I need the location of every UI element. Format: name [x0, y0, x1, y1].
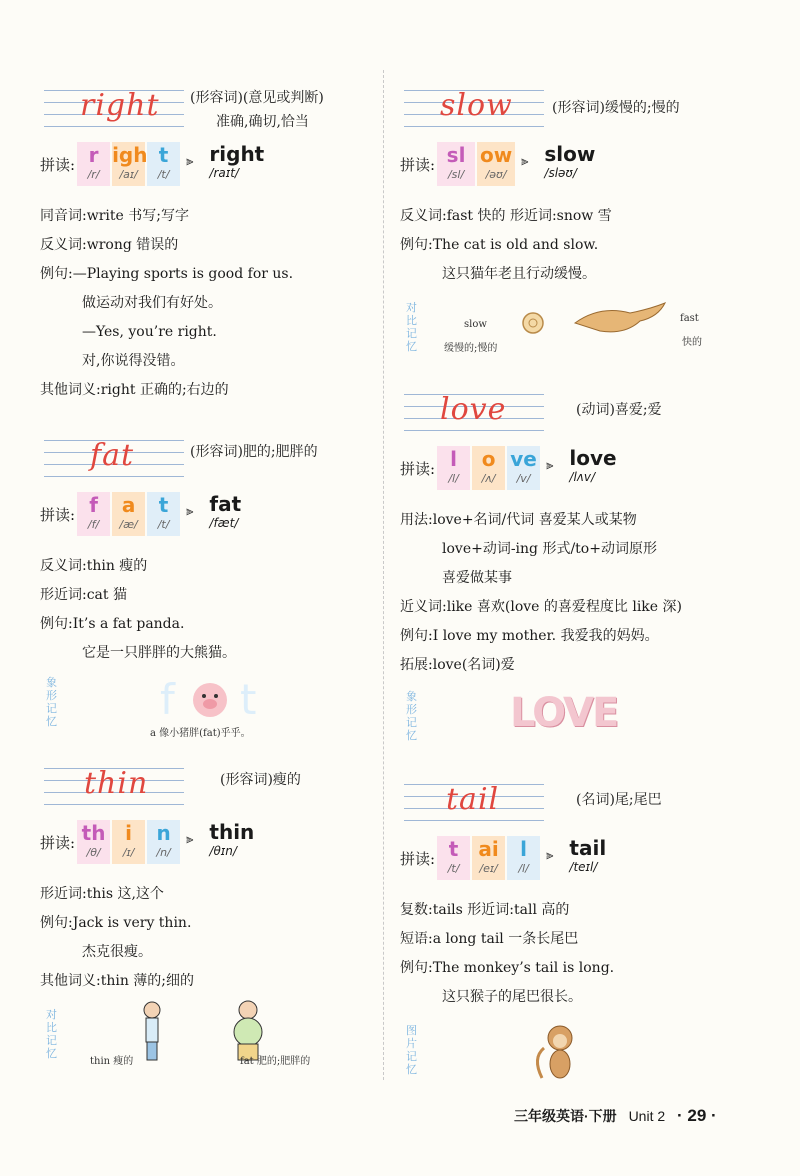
part-of-speech: (形容词)缓慢的;慢的	[552, 100, 680, 116]
entry-line: 形近词:this 这,这个	[40, 886, 164, 902]
entry-tail	[400, 766, 760, 1092]
full-word: slow /sləʊ/	[544, 142, 596, 180]
syllable: i /ɪ/	[112, 820, 145, 864]
full-word: thin /θɪn/	[209, 820, 255, 858]
memory-tag: 对比记忆	[46, 1008, 57, 1060]
entry-line: 近义词:like 喜欢(love 的喜爱程度比 like 深)	[400, 599, 682, 615]
entry-line: 例句:Jack is very thin.	[40, 915, 192, 931]
syllable: t /t/	[147, 492, 180, 536]
snail-illustration	[518, 307, 548, 337]
headword: tail	[446, 782, 500, 817]
headword: right	[80, 88, 160, 123]
memory-tag: 象形记忆	[46, 676, 57, 728]
caption-slow: slow	[464, 319, 487, 330]
entry-line: 用法:love+名词/代词 喜爱某人或某物	[400, 512, 637, 528]
syllable: ai /eɪ/	[472, 836, 505, 880]
headword: fat	[90, 438, 135, 473]
pinyin-row	[400, 836, 760, 896]
entry-love	[400, 376, 760, 760]
headword: love	[440, 392, 507, 427]
entry-line: 反义词:fast 快的 形近词:snow 雪	[400, 208, 612, 224]
svg-text:t: t	[240, 675, 257, 720]
illustration-caption: thin 瘦的	[90, 1056, 134, 1067]
entry-slow	[400, 72, 760, 379]
entry-line: —Yes, you’re right.	[82, 324, 217, 340]
illustration-caption: fat 肥的;肥胖的	[240, 1056, 311, 1067]
entry-line: 做运动对我们有好处。	[82, 295, 222, 311]
pinyin-label: 拼读:	[400, 156, 436, 174]
syllable: th /θ/	[77, 820, 110, 864]
entry-line: 形近词:cat 猫	[40, 587, 127, 603]
full-word: fat /fæt/	[209, 492, 242, 530]
part-of-speech: (名词)尾;尾巴	[576, 792, 662, 808]
illustration-caption: a 像小猪胖(fat)乎乎。	[150, 728, 251, 739]
entry-line: 反义词:wrong 错误的	[40, 237, 179, 253]
pinyin-label: 拼读:	[400, 850, 436, 868]
entry-line: 这只猫年老且行动缓慢。	[442, 266, 596, 282]
monkey-illustration	[530, 1018, 590, 1088]
pinyin-row	[400, 446, 760, 506]
full-word: love /lʌv/	[569, 446, 617, 484]
syllable: f /f/	[77, 492, 110, 536]
entry-line: 同音词:write 书写;写字	[40, 208, 189, 224]
caption-fast: fast	[680, 313, 699, 324]
fat-pig-illustration	[160, 674, 280, 720]
page-footer	[514, 1106, 725, 1126]
entry-line: 例句:—Playing sports is good for us.	[40, 266, 294, 282]
syllable: l /l/	[507, 836, 540, 880]
syllable: igh /aɪ/	[112, 142, 145, 186]
syllable: t /t/	[147, 142, 180, 186]
entry-line: 对,你说得没错。	[82, 353, 185, 369]
syllable: o /ʌ/	[472, 446, 505, 490]
syllable: ow /əʊ/	[477, 142, 515, 186]
arrow-icon: ⫸	[546, 458, 552, 473]
love-art: LOVE	[510, 690, 618, 736]
arrow-icon: ⫸	[186, 154, 192, 169]
part-of-speech: (动词)喜爱;爱	[576, 402, 662, 418]
pinyin-row	[40, 492, 380, 552]
entry-line: 复数:tails 形近词:tall 高的	[400, 902, 570, 918]
entry-line: 例句:The monkey’s tail is long.	[400, 960, 615, 976]
caption-fast-cn: 快的	[682, 337, 702, 348]
entry-right	[40, 72, 380, 405]
pinyin-row	[40, 142, 380, 202]
book-title: 三年级英语·下册	[514, 1108, 617, 1124]
entry-thin	[40, 750, 380, 1076]
part-of-speech: (形容词)(意见或判断)	[190, 90, 324, 106]
entry-line: love+动词-ing 形式/to+动词原形	[442, 541, 657, 557]
svg-text:f: f	[160, 675, 175, 720]
entry-line: 其他词义:thin 薄的;细的	[40, 973, 195, 989]
entry-line: 它是一只胖胖的大熊猫。	[82, 645, 236, 661]
page-number: · 29 ·	[677, 1106, 717, 1125]
pinyin-row	[400, 142, 760, 202]
memory-tag: 对比记忆	[406, 301, 417, 353]
entry-line: 例句:It’s a fat panda.	[40, 616, 185, 632]
part-of-speech: (形容词)瘦的	[220, 772, 301, 788]
caption-slow-cn: 缓慢的;慢的	[444, 343, 498, 354]
syllable: l /l/	[437, 446, 470, 490]
entry-line: 例句:The cat is old and slow.	[400, 237, 599, 253]
entry-line: 这只猴子的尾巴很长。	[442, 989, 582, 1005]
pinyin-label: 拼读:	[40, 834, 76, 852]
syllable: ve /v/	[507, 446, 540, 490]
pinyin-row	[40, 820, 380, 880]
cheetah-illustration	[570, 295, 670, 345]
memory-tag: 图片记忆	[406, 1024, 417, 1076]
entry-fat	[40, 422, 380, 748]
full-word: tail /teɪl/	[569, 836, 607, 874]
entry-line: 杰克很瘦。	[82, 944, 152, 960]
part-of-speech: (形容词)肥的;肥胖的	[190, 444, 318, 460]
entry-line: 例句:I love my mother. 我爱我的妈妈。	[400, 628, 659, 644]
entry-line: 短语:a long tail 一条长尾巴	[400, 931, 579, 947]
entry-line: 其他词义:right 正确的;右边的	[40, 382, 229, 398]
arrow-icon: ⫸	[521, 154, 527, 169]
syllable: n /n/	[147, 820, 180, 864]
entry-line: 反义词:thin 瘦的	[40, 558, 148, 574]
syllable: t /t/	[437, 836, 470, 880]
unit-label: Unit 2	[628, 1108, 666, 1124]
arrow-icon: ⫸	[186, 504, 192, 519]
syllable: sl /sl/	[437, 142, 475, 186]
entry-line: 喜爱做某事	[442, 570, 512, 586]
syllable: r /r/	[77, 142, 110, 186]
headword: slow	[440, 88, 513, 123]
arrow-icon: ⫸	[546, 848, 552, 863]
pinyin-label: 拼读:	[40, 156, 76, 174]
memory-tag: 象形记忆	[406, 690, 417, 742]
arrow-icon: ⫸	[186, 832, 192, 847]
pinyin-label: 拼读:	[40, 506, 76, 524]
pinyin-label: 拼读:	[400, 460, 436, 478]
headword: thin	[84, 766, 149, 801]
entry-line: 拓展:love(名词)爱	[400, 657, 515, 673]
syllable: a /æ/	[112, 492, 145, 536]
full-word: right /raɪt/	[209, 142, 265, 180]
column-divider	[383, 70, 384, 1080]
meaning: 准确,确切,恰当	[216, 114, 309, 130]
